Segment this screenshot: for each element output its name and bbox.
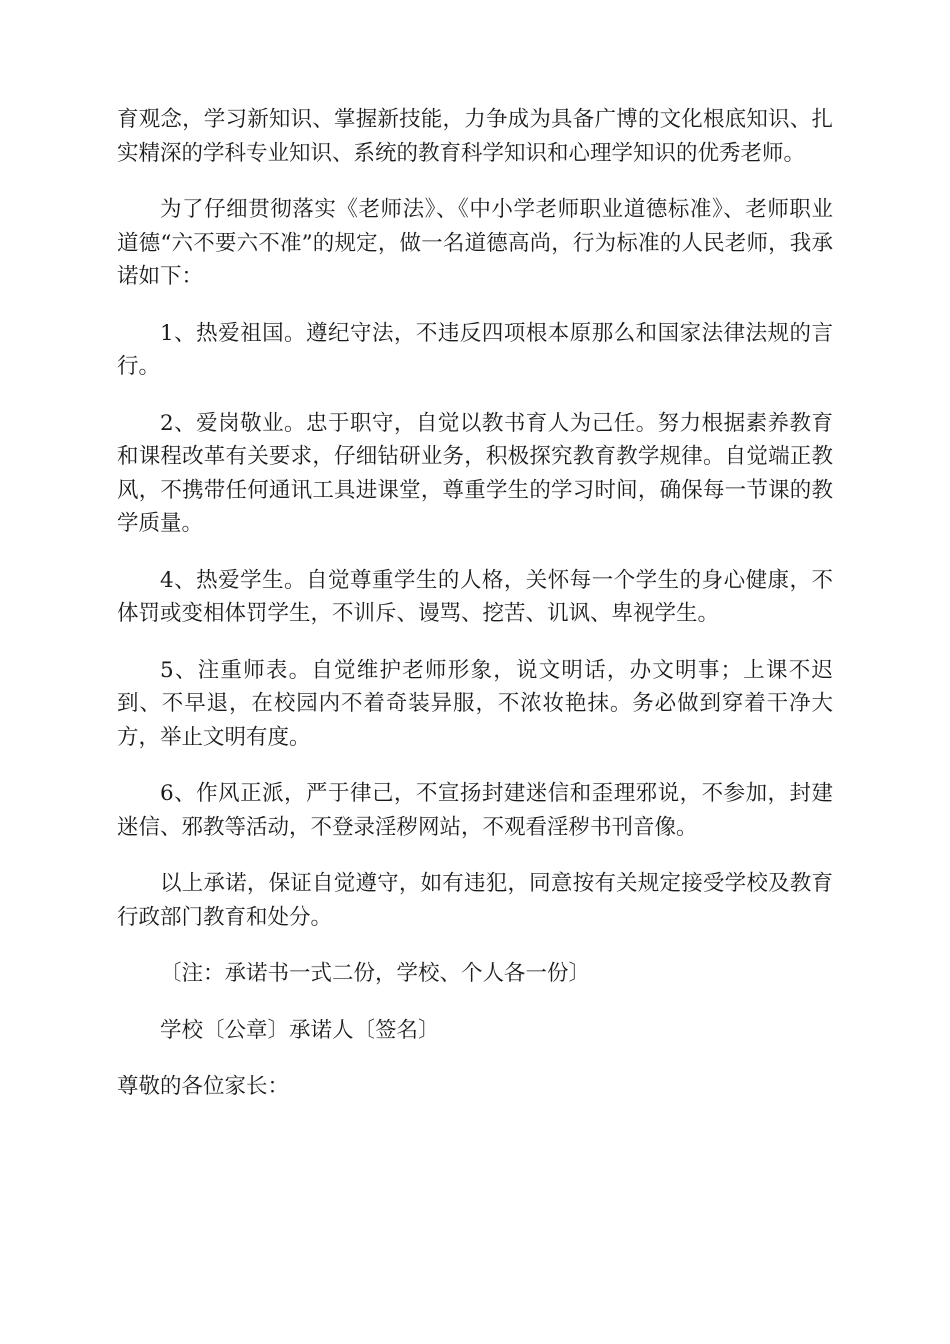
paragraph-note: 〔注：承诺书一式二份，学校、个人各一份〕 <box>160 961 591 986</box>
paragraph-continuation: 育观念，学习新知识、掌握新技能，力争成为具备广博的文化根底知识、扎实精深的学科专业知识、系统的教育科学知识和心理学知识的优秀老师。 <box>117 107 833 166</box>
paragraph-item-2: 2、爱岗敬业。忠于职守，自觉以教书育人为己任。努力根据素养教育和课程改革有关要求，仔细钻研业务，积极探究教育教学规律。自觉端正教风，不携带任何通讯工具进课堂，尊重学生的学习时间，确保每一节课的教学质量。 <box>117 410 833 536</box>
paragraph-item-1: 1、热爱祖国。遵纪守法，不违反四项根本原那么和国家法律法规的言行。 <box>117 320 833 379</box>
paragraph-item-5: 5、注重师表。自觉维护老师形象，说文明话，办文明事；上课不迟到、不早退，在校园内不着奇装异服，不浓妆艳抹。务必做到穿着干净大方，举止文明有度。 <box>117 657 833 750</box>
paragraph-item-4: 4、热爱学生。自觉尊重学生的人格，关怀每一个学生的身心健康，不体罚或变相体罚学生，不训斥、谩骂、挖苦、讥讽、卑视学生。 <box>117 567 833 626</box>
paragraph-pledge-intro: 为了仔细贯彻落实《老师法》、《中小学老师职业道德标准》、老师职业道德“六不要六不准”的规定，做一名道德高尚，行为标准的人民老师，我承诺如下： <box>117 197 833 289</box>
document-page <box>117 103 833 1127</box>
paragraph-salutation: 尊敬的各位家长： <box>117 1074 290 1099</box>
paragraph-item-6: 6、作风正派，严于律己，不宣扬封建迷信和歪理邪说，不参加，封建迷信、邪教等活动，不登录淫秽网站，不观看淫秽书刊音像。 <box>117 781 833 840</box>
paragraph-signature-line: 学校〔公章〕承诺人〔签名〕 <box>160 1017 440 1043</box>
paragraph-conclusion: 以上承诺，保证自觉遵守，如有违犯，同意按有关规定接受学校及教育行政部门教育和处分。 <box>117 871 833 930</box>
